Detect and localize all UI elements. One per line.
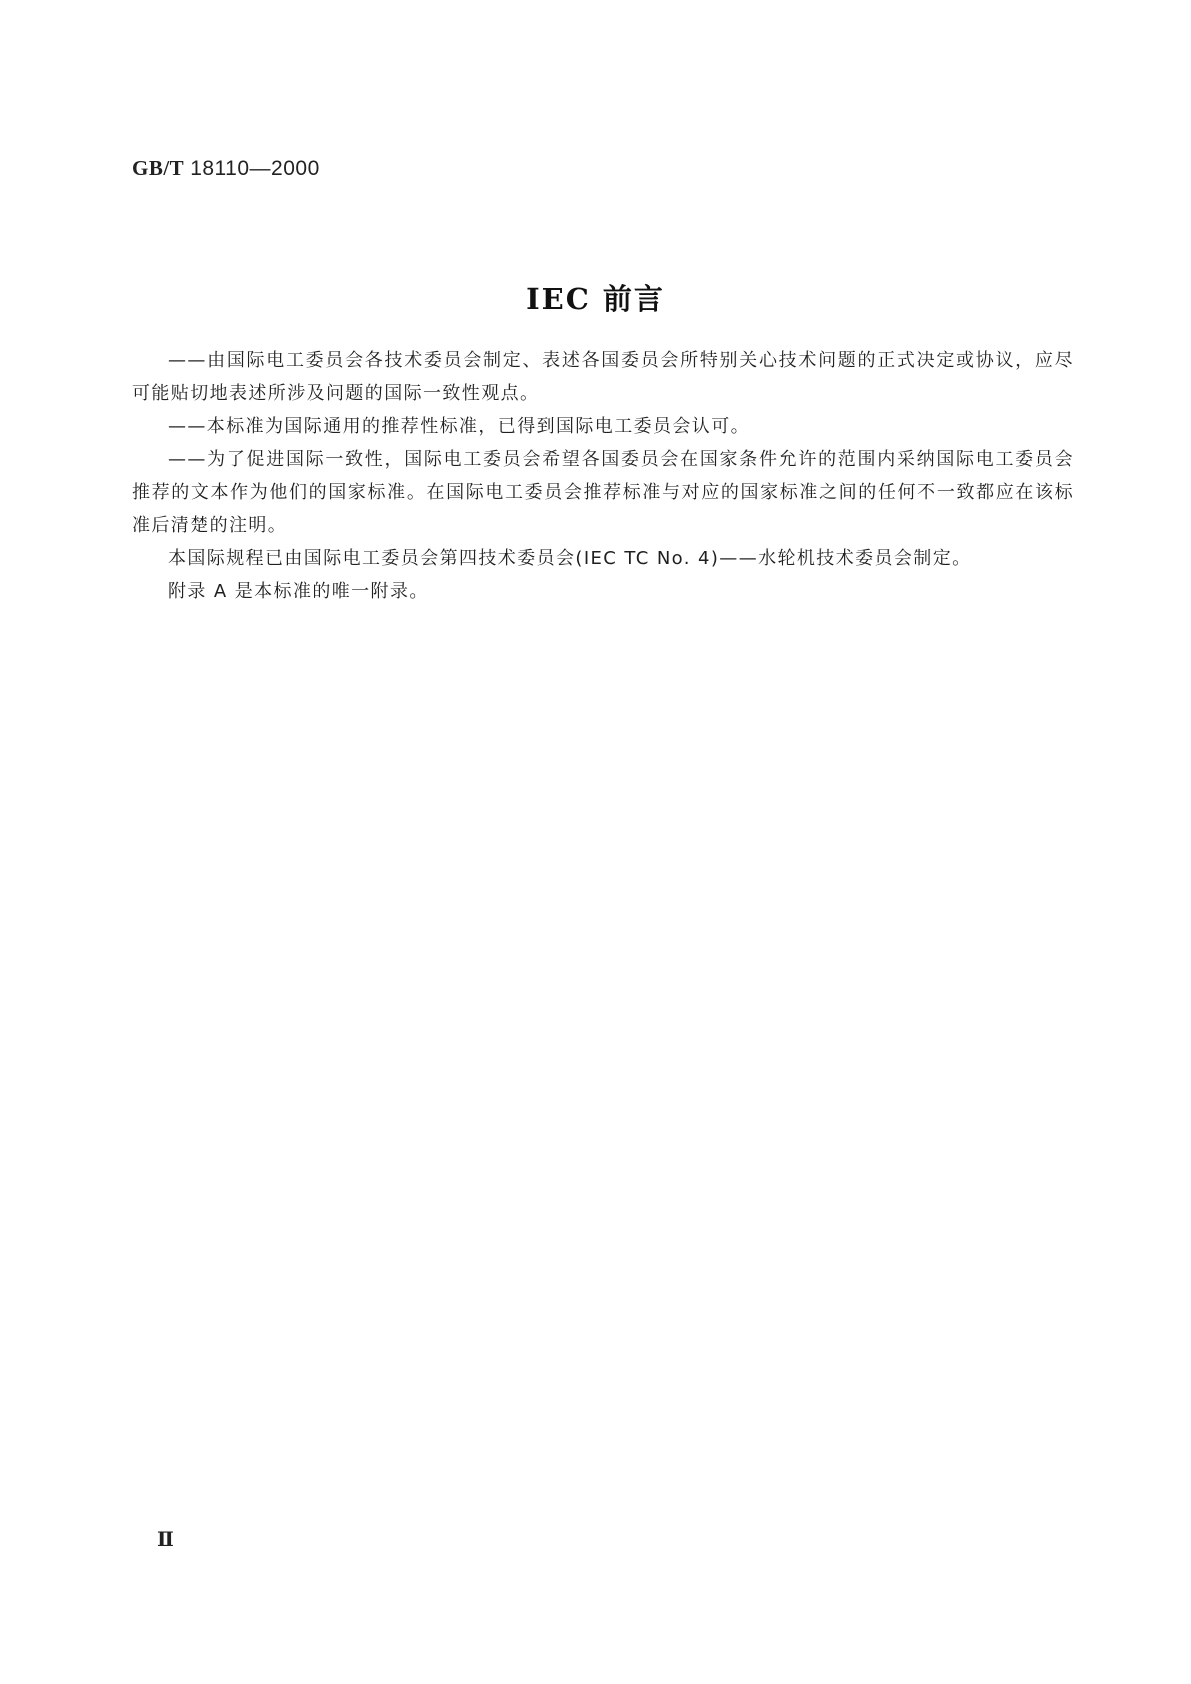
paragraph-1: ——由国际电工委员会各技术委员会制定、表述各国委员会所特别关心技术问题的正式决定或协议，应尽可能贴切地表述所涉及问题的国际一致性观点。: [132, 350, 1074, 404]
paragraph-5: 附录 A 是本标准的唯一附录。: [168, 581, 429, 602]
foreword-body: [132, 344, 1074, 608]
page-title: IEC 前言: [526, 282, 665, 316]
paragraph-3: ——为了促进国际一致性，国际电工委员会希望各国委员会在国家条件允许的范围内采纳国际电工委员会推荐的文本作为他们的国家标准。在国际电工委员会推荐标准与对应的国家标准之间的任何不一致都应在该标准后清楚的注明。: [132, 449, 1074, 536]
page-number: Ⅱ: [157, 1529, 174, 1551]
standard-number: 18110—2000: [190, 157, 320, 180]
standard-code: [132, 156, 320, 181]
standard-prefix: GB/T: [132, 156, 185, 180]
paragraph-2: ——本标准为国际通用的推荐性标准，已得到国际电工委员会认可。: [168, 416, 750, 437]
paragraph-4: 本国际规程已由国际电工委员会第四技术委员会(IEC TC No. 4)——水轮机技术委员会制定。: [168, 548, 972, 569]
